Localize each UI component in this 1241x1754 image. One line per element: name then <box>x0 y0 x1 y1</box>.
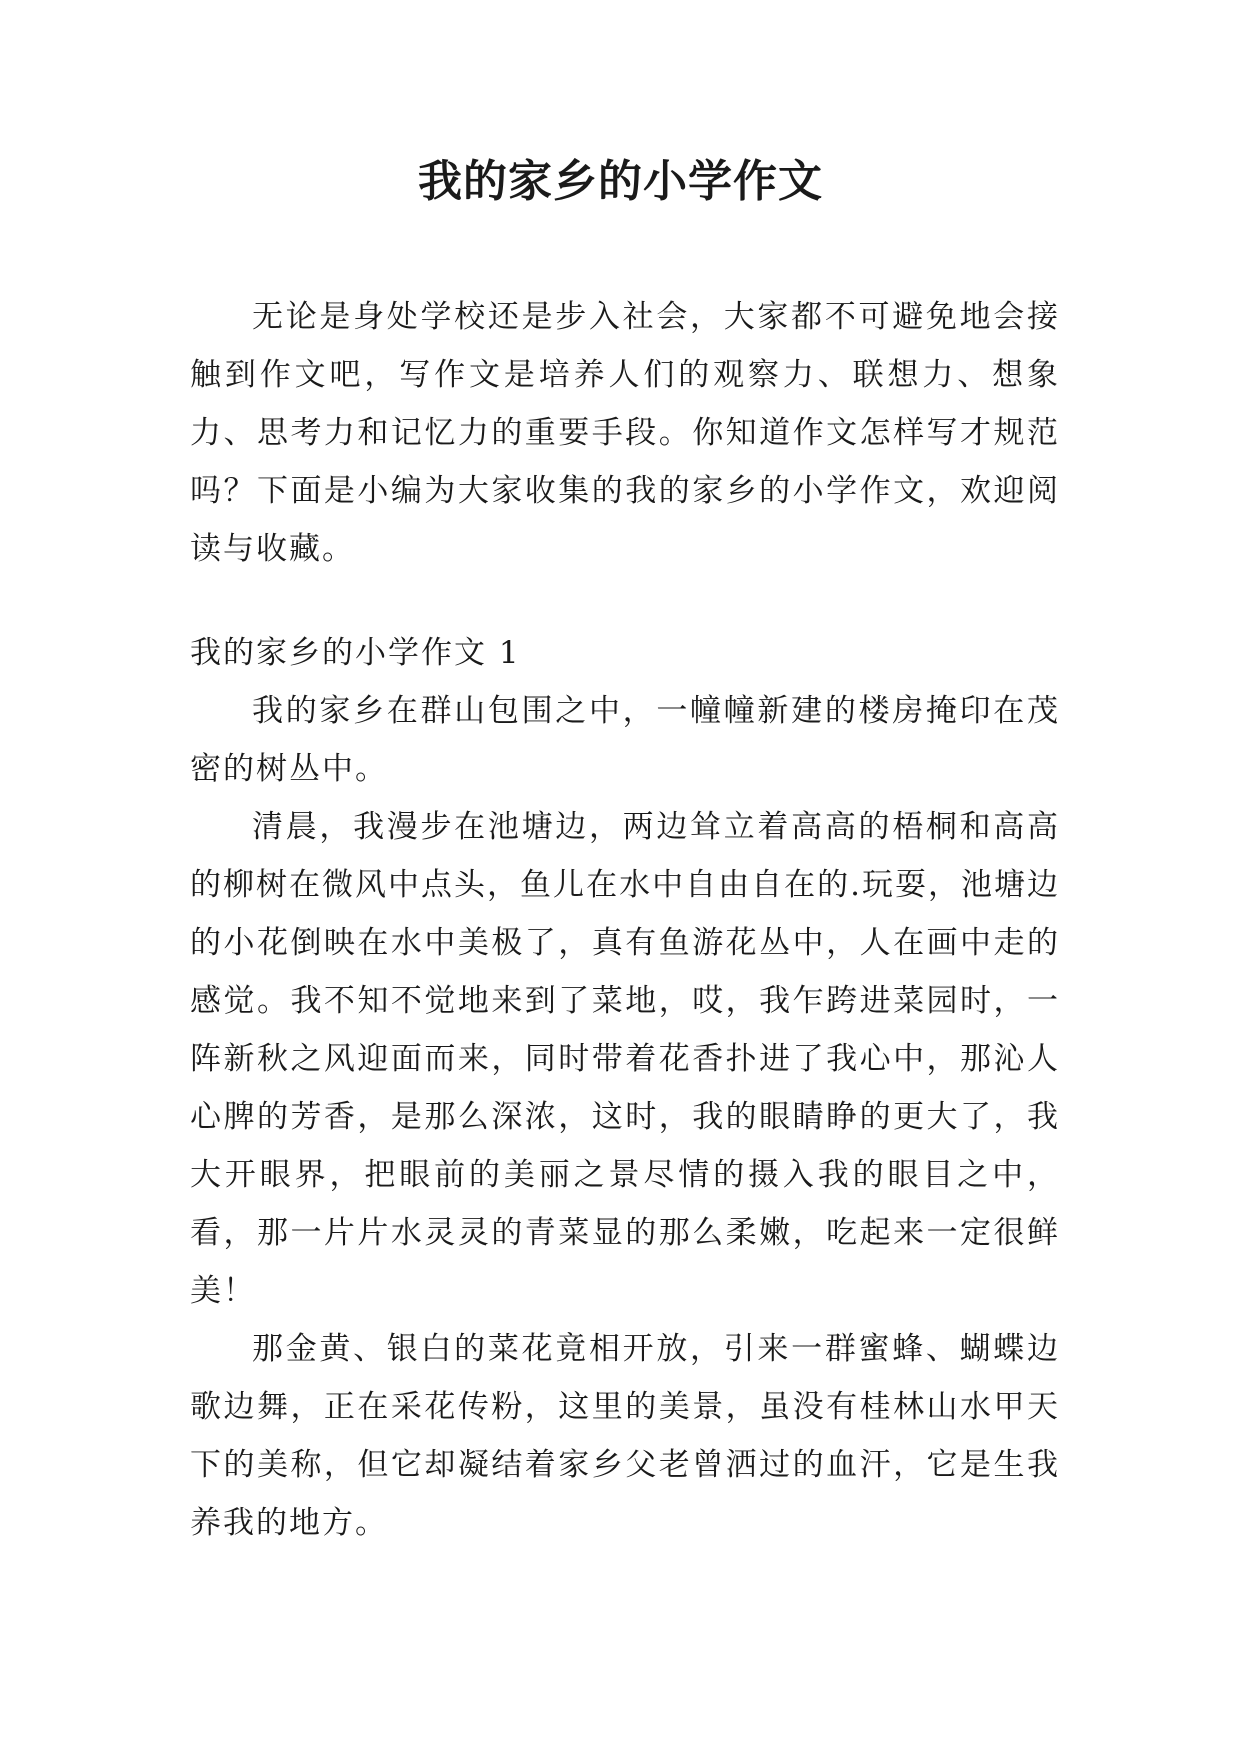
body-paragraph-1: 我的家乡在群山包围之中，一幢幢新建的楼房掩印在茂密的树丛中。 <box>190 693 1060 787</box>
document-title: 我的家乡的小学作文 <box>418 156 823 207</box>
section-heading: 我的家乡的小学作文 1 <box>190 635 521 671</box>
intro-paragraph: 无论是身处学校还是步入社会，大家都不可避免地会接触到作文吧，写作文是培养人们的观察力、联想力、想象力、思考力和记忆力的重要手段。你知道作文怎样写才规范吗？下面是小编为大家收集的我的家乡的小学作文，欢迎阅读与收藏。 <box>190 299 1060 567</box>
document-body <box>190 288 1060 1552</box>
body-paragraph-2: 清晨，我漫步在池塘边，两边耸立着高高的梧桐和高高的柳树在微风中点头，鱼儿在水中自由自在的.玩耍，池塘边的小花倒映在水中美极了，真有鱼游花丛中，人在画中走的感觉。我不知不觉地来到了菜地，哎，我乍跨进菜园时，一阵新秋之风迎面而来，同时带着花香扑进了我心中，那沁人心脾的芳香，是那么深浓，这时，我的眼睛睁的更大了，我大开眼界，把眼前的美丽之景尽情的摄入我的眼目之中，看，那一片片水灵灵的青菜显的那么柔嫩，吃起来一定很鲜美！ <box>190 809 1060 1309</box>
body-paragraph-3: 那金黄、银白的菜花竟相开放，引来一群蜜蜂、蝴蝶边歌边舞，正在采花传粉，这里的美景，虽没有桂林山水甲天下的美称，但它却凝结着家乡父老曾洒过的血汗，它是生我养我的地方。 <box>190 1331 1060 1541</box>
